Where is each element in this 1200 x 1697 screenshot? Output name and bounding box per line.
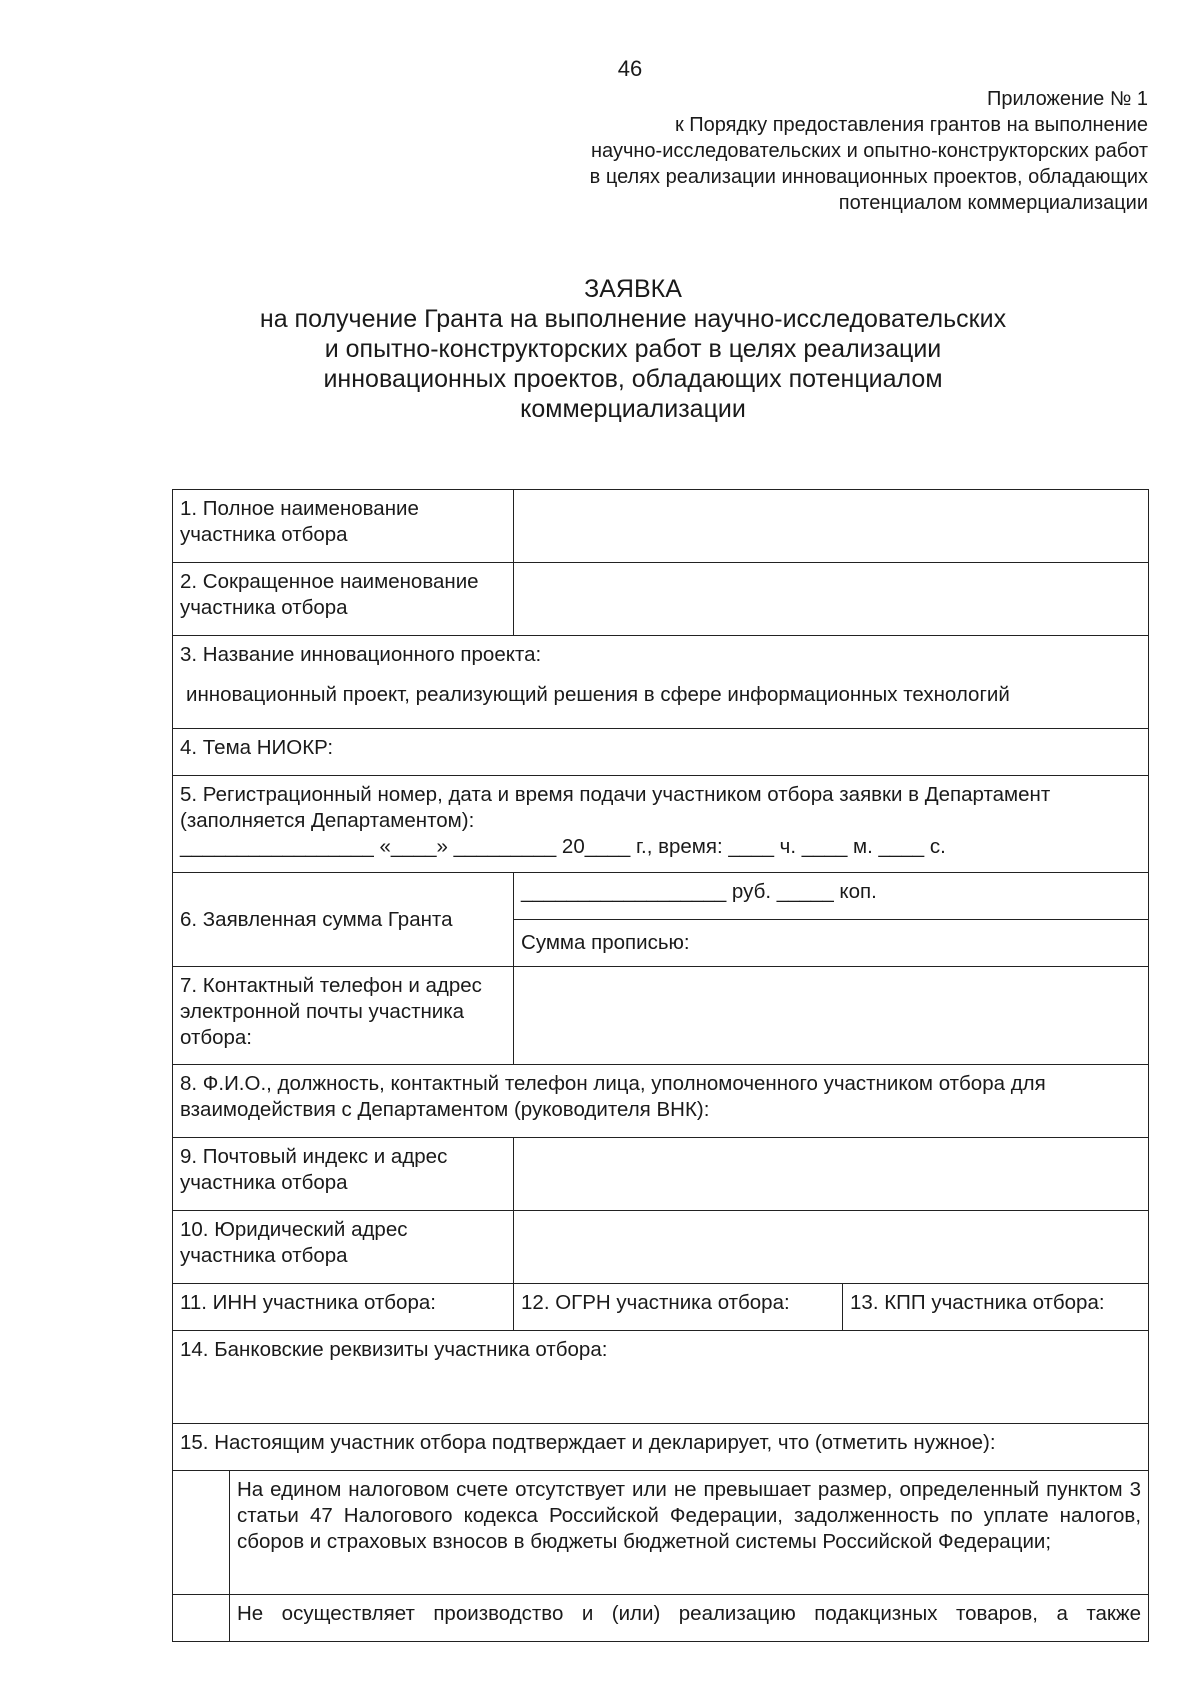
- form-row-short-name: [173, 563, 1149, 636]
- authorized-person-field[interactable]: 8. Ф.И.О., должность, контактный телефон лица, уполномоченного участником отбора для взаимодействия с Департаментом (руководителя ВНК):: [173, 1065, 1149, 1138]
- contacts-label: 7. Контактный телефон и адрес электронной почты участника отбора:: [173, 967, 514, 1065]
- form-row-legal-address: [173, 1211, 1149, 1284]
- form-row-full-name: [173, 490, 1149, 563]
- postal-address-label: 9. Почтовый индекс и адрес участника отбора: [173, 1138, 514, 1211]
- application-form: [172, 489, 1149, 1642]
- grant-amount-field[interactable]: __________________ руб. _____ коп.: [514, 873, 1149, 920]
- form-row-declaration-header: [173, 1424, 1149, 1471]
- grant-amount-words-field[interactable]: Сумма прописью:: [514, 920, 1149, 967]
- form-row-postal-address: [173, 1138, 1149, 1211]
- appendix-line: Приложение № 1: [987, 88, 1148, 110]
- legal-address-label: 10. Юридический адрес участника отбора: [173, 1211, 514, 1284]
- appendix-line: потенциалом коммерциализации: [838, 192, 1148, 214]
- full-name-field[interactable]: [514, 490, 1149, 563]
- form-row-registration: [173, 776, 1149, 873]
- project-name-label: 3. Название инновационного проекта:: [180, 643, 542, 666]
- appendix-line: научно-исследовательских и опытно-конструкторских работ: [591, 140, 1148, 162]
- contacts-field[interactable]: [514, 967, 1149, 1065]
- declaration-item: [173, 1595, 1149, 1642]
- declaration-text: Не осуществляет производство и (или) реализацию подакцизных товаров, а также: [230, 1595, 1149, 1642]
- project-name-value[interactable]: инновационный проект, реализующий решения в сфере информационных технологий: [186, 683, 1010, 706]
- appendix-line: в целях реализации инновационных проектов, обладающих: [589, 166, 1148, 188]
- title-line: коммерциализации: [520, 395, 746, 423]
- page-number: 46: [617, 56, 643, 81]
- ogrn-field[interactable]: 12. ОГРН участника отбора:: [514, 1284, 843, 1331]
- document-title: [0, 274, 1200, 424]
- short-name-label: 2. Сокращенное наименование участника отбора: [173, 563, 514, 636]
- grant-amount-label: 6. Заявленная сумма Гранта: [173, 873, 514, 967]
- declaration-checkbox[interactable]: [173, 1595, 230, 1642]
- registration-cell: 5. Регистрационный номер, дата и время подачи участником отбора заявки в Департамент (заполняется Департаментом): _________________ «____» _________ 20____ г., время: ____ ч. ____ м. ____ с.: [173, 776, 1149, 873]
- full-name-label: 1. Полное наименование участника отбора: [173, 490, 514, 563]
- declaration-text: На едином налоговом счете отсутствует или не превышает размер, определенный пунктом 3 статьи 47 Налогового кодекса Российской Федерации, задолженность по уплате налогов, сборов и страховых взносов в бюджеты бюджетной системы Российской Федерации;: [230, 1471, 1149, 1595]
- form-row-bank-details: [173, 1331, 1149, 1424]
- form-row-contacts: [173, 967, 1149, 1065]
- form-row-identifiers: [173, 1284, 1149, 1331]
- declaration-checkbox[interactable]: [173, 1471, 230, 1595]
- bank-details-field[interactable]: 14. Банковские реквизиты участника отбора:: [173, 1331, 1149, 1424]
- form-row-authorized-person: [173, 1065, 1149, 1138]
- form-row-grant-amount: [173, 873, 1149, 920]
- kpp-field[interactable]: 13. КПП участника отбора:: [843, 1284, 1149, 1331]
- form-row-project-name: [173, 636, 1149, 729]
- registration-fill-line[interactable]: _________________ «____» _________ 20____ г., время: ____ ч. ____ м. ____ с.: [180, 835, 946, 858]
- short-name-field[interactable]: [514, 563, 1149, 636]
- title-line: на получение Гранта на выполнение научно-исследовательских: [259, 305, 1007, 333]
- legal-address-field[interactable]: [514, 1211, 1149, 1284]
- appendix-header: [590, 86, 1148, 216]
- declaration-header: 15. Настоящим участник отбора подтверждает и декларирует, что (отметить нужное):: [173, 1424, 1149, 1471]
- research-topic-field[interactable]: 4. Тема НИОКР:: [173, 729, 1149, 776]
- postal-address-field[interactable]: [514, 1138, 1149, 1211]
- inn-field[interactable]: 11. ИНН участника отбора:: [173, 1284, 514, 1331]
- declaration-item: [173, 1471, 1149, 1595]
- title-heading: ЗАЯВКА: [584, 275, 682, 303]
- title-line: инновационных проектов, обладающих потенциалом: [323, 365, 943, 393]
- form-row-research-topic: [173, 729, 1149, 776]
- title-line: и опытно-конструкторских работ в целях реализации: [324, 335, 942, 363]
- project-name-cell: [173, 636, 1149, 729]
- appendix-line: к Порядку предоставления грантов на выполнение: [674, 114, 1148, 136]
